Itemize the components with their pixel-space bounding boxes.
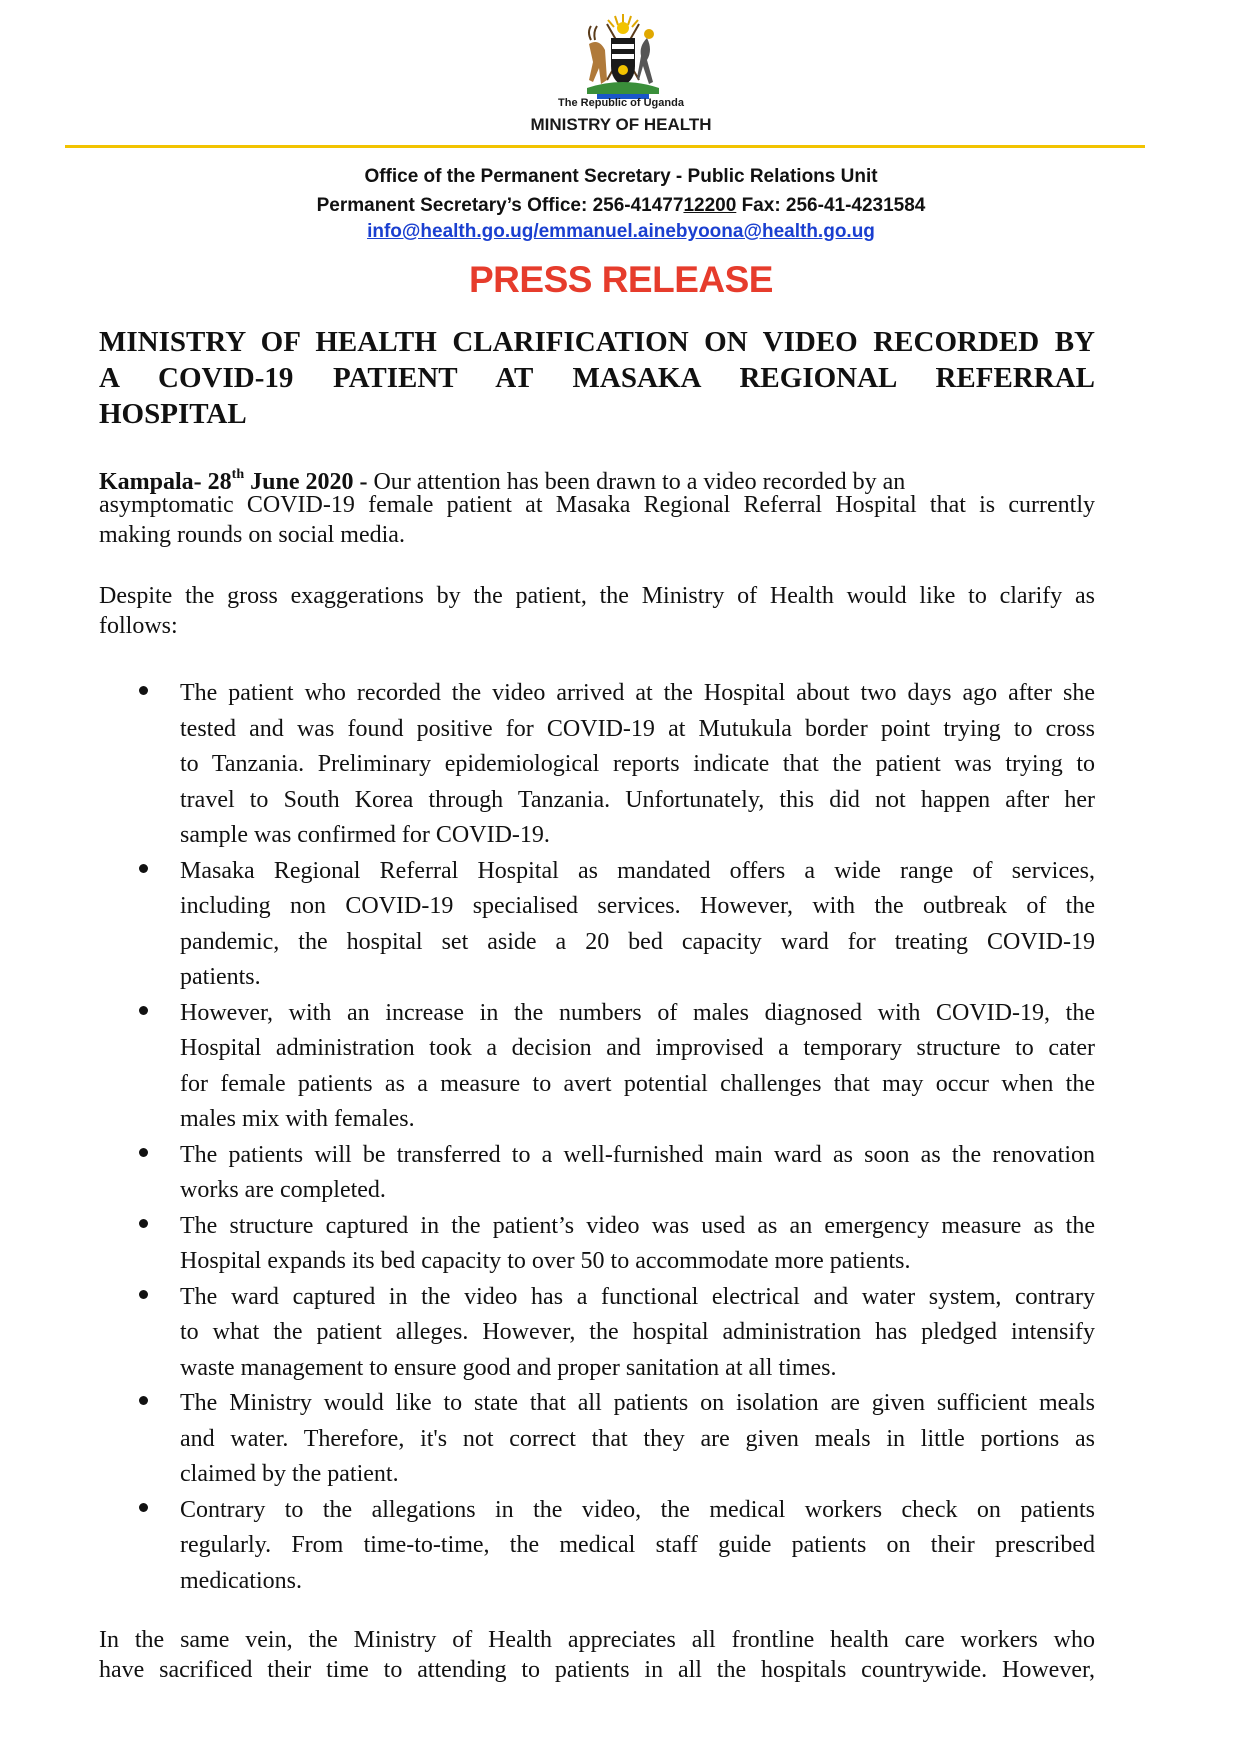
list-item-line: males mix with females. [180,1106,415,1132]
intro-line [99,460,1095,495]
bullet-dot-icon [139,686,148,695]
list-item-line: The patient who recorded the video arrived at the Hospital about two days ago after she [180,680,1095,706]
clarification-list [99,676,1095,1599]
clarify-line: follows: [99,613,178,639]
office-phone-line [0,195,1242,217]
clarify-paragraph [99,581,1095,641]
list-item [99,1138,1095,1209]
intro-paragraph [99,460,1095,550]
email-line [0,221,1242,243]
closing-paragraph [99,1625,1095,1685]
list-item-line: Hospital administration took a decision and improvised a temporary structure to cater [180,1035,1095,1061]
bullet-dot-icon [139,1219,148,1228]
title-line: MINISTRY OF HEALTH CLARIFICATION ON VIDEO RECORDED BY [99,326,1095,358]
list-item-line: medications. [180,1567,302,1594]
list-item-line: to what the patient alleges. However, the hospital administration has pledged intensify [180,1319,1095,1345]
bullet-dot-icon [139,1503,148,1512]
header-divider [65,145,1145,148]
list-item-line: waste management to ensure good and proper sanitation at all times. [180,1354,837,1381]
list-item [99,854,1095,996]
list-item-line: The structure captured in the patient’s video was used as an emergency measure as the [180,1212,1095,1239]
email-link[interactable]: info@health.go.ug/emmanuel.ainebyoona@health.go.ug [367,221,875,242]
ministry-label: MINISTRY OF HEALTH [530,115,712,134]
title-line: HOSPITAL [99,398,247,430]
uganda-coat-of-arms-logo [577,10,669,102]
list-item-line: and water. Therefore, it's not correct that they are given meals in little portions as [180,1425,1095,1452]
list-item-line: The ward captured in the video has a functional electrical and water system, contrary [180,1283,1095,1310]
bullet-dot-icon [139,864,148,873]
list-item-line: patients. [180,964,261,990]
list-item-line: works are completed. [180,1177,386,1203]
dateline-place: Kampala- [99,469,208,495]
document-title [99,324,1095,432]
list-item-line: Contrary to the allegations in the video, the medical workers check on patients [180,1496,1095,1523]
phone-underlined: 12200 [683,195,737,216]
clarify-line: Despite the gross exaggerations by the patient, the Ministry of Health would like to clarify as [99,583,1095,609]
closing-line: have sacrificed their time to attending to patients in all the hospitals countrywide. However, [99,1657,1095,1683]
press-release-heading: PRESS RELEASE [469,259,773,300]
intro-line: asymptomatic COVID-19 female patient at Masaka Regional Referral Hospital that is currently [99,492,1095,518]
list-item-line: for female patients as a measure to avert potential challenges that may occur when the [180,1070,1095,1097]
list-item [99,676,1095,854]
list-item [99,1280,1095,1387]
list-item-line: travel to South Korea through Tanzania. Unfortunately, this did not happen after her [180,786,1095,813]
list-item [99,1386,1095,1493]
list-item-line: claimed by the patient. [180,1461,399,1487]
dateline-rest: June 2020 - [244,469,374,495]
list-item-line: regularly. From time-to-time, the medical staff guide patients on their prescribed [180,1532,1095,1558]
list-item [99,1209,1095,1280]
list-item-line: The Ministry would like to state that all patients on isolation are given sufficient meals [180,1390,1095,1416]
list-item-line: The patients will be transferred to a well-furnished main ward as soon as the renovation [180,1141,1095,1168]
intro-line: making rounds on social media. [99,522,405,548]
list-item-line: However, with an increase in the numbers of males diagnosed with COVID-19, the [180,999,1095,1026]
list-item-line: sample was confirmed for COVID-19. [180,822,550,848]
title-line: A COVID-19 PATIENT AT MASAKA REGIONAL REFERRAL [99,362,1095,394]
list-item-line: tested and was found positive for COVID-19 at Mutukula border point trying to cross [180,715,1095,742]
bullet-dot-icon [139,1290,148,1299]
list-item-line: including non COVID-19 specialised services. However, with the outbreak of the [180,893,1095,919]
list-item-line: Hospital expands its bed capacity to over 50 to accommodate more patients. [180,1248,911,1274]
dateline-day: 28 [207,469,232,495]
bullet-dot-icon [139,1006,148,1015]
fax-text: Fax: 256-41-4231584 [736,195,926,216]
closing-line: In the same vein, the Ministry of Health appreciates all frontline health care workers who [99,1627,1095,1653]
list-item-line: pandemic, the hospital set aside a 20 bed capacity ward for treating COVID-19 [180,928,1095,955]
list-item [99,1493,1095,1600]
list-item [99,996,1095,1138]
list-item-line: to Tanzania. Preliminary epidemiological reports indicate that the patient was trying to [180,751,1095,777]
phone-prefix: Permanent Secretary’s Office: 256-41477 [316,195,684,216]
list-item-line: Masaka Regional Referral Hospital as mandated offers a wide range of services, [180,857,1095,884]
bullet-dot-icon [139,1396,148,1405]
republic-label: The Republic of Uganda [558,97,684,109]
intro-text: Our attention has been drawn to a video recorded by an [373,469,906,495]
office-line: Office of the Permanent Secretary - Public Relations Unit [364,166,878,187]
dateline-suffix: th [231,467,245,482]
bullet-dot-icon [139,1148,148,1157]
